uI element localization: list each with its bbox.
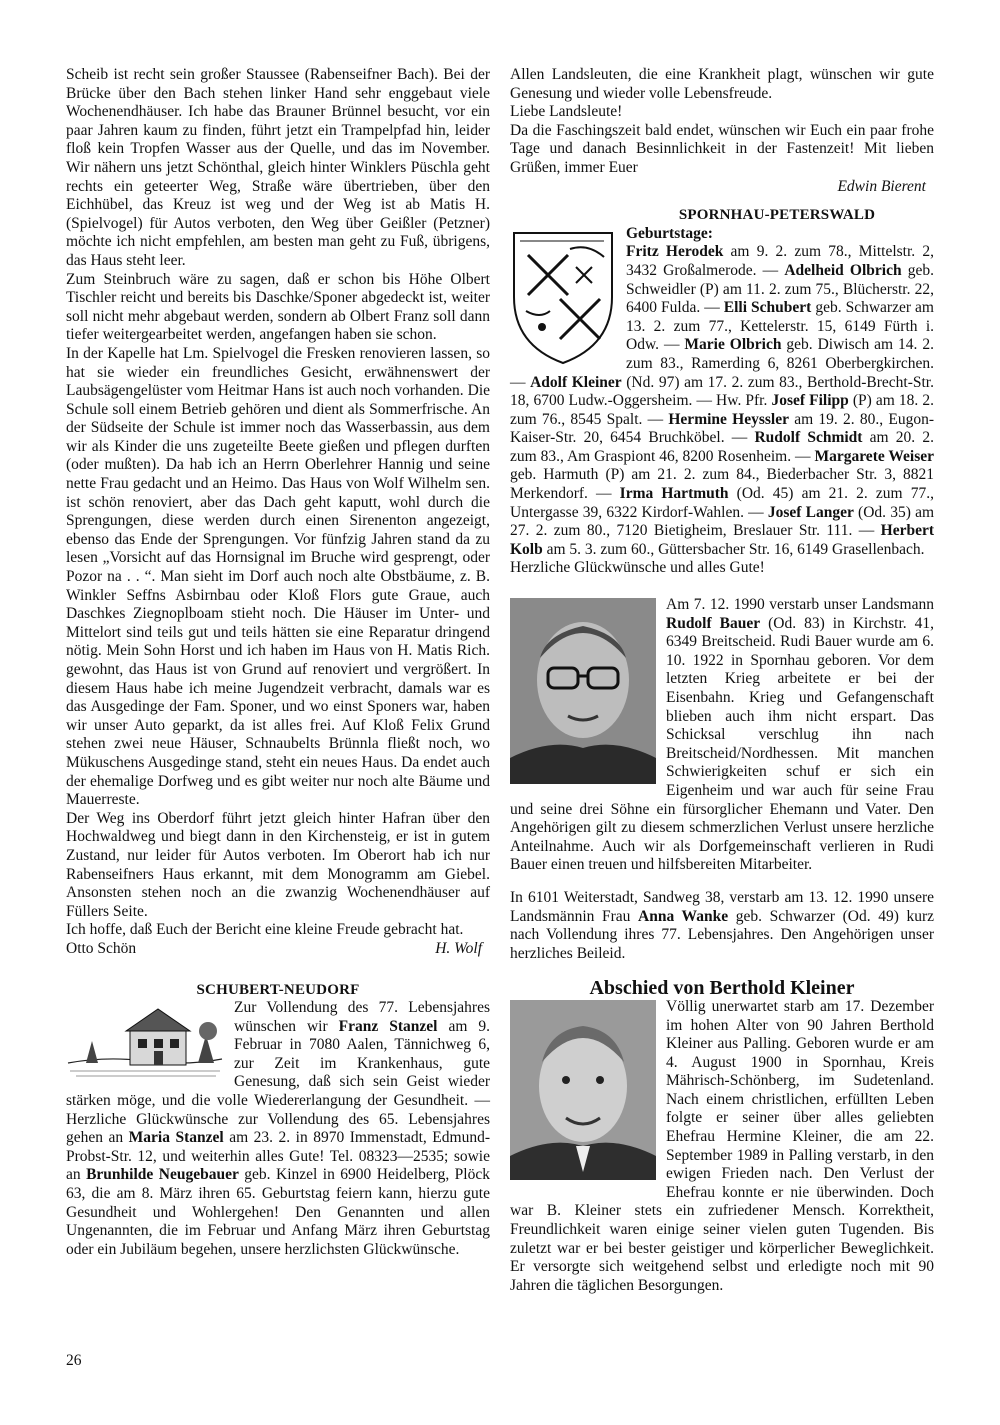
text-run: (Od. 45) am 21. 2. zum 77., Untergasse 39, 6322 Kirdorf-Wahlen. — — [510, 485, 934, 521]
portrait-photo — [510, 598, 656, 784]
person-name: Rudolf Schmidt — [754, 429, 863, 447]
author-name: Otto Schön — [66, 939, 137, 957]
paragraph — [66, 999, 490, 1259]
text-run: geb. Schweidler (P) am 11. 2. zum 75., Blücherstr. 22, 6400 Fulda. — — [626, 261, 934, 317]
person-name: Maria Stanzel — [128, 1129, 224, 1147]
person-name: Margarete Weiser — [814, 447, 935, 465]
section-heading: SPORNHAU-PETERSWALD — [678, 207, 876, 224]
text-run: geb. Diwisch am 14. 2. zum 83., Ramerding 6, 8261 Oberbergkirchen. — — [510, 336, 934, 391]
paragraph: Liebe Landsleute! — [510, 103, 623, 121]
obituary-wanke — [510, 889, 934, 963]
paragraph — [510, 122, 934, 178]
text-run: am 19. 2. 80., Eugon-Kaiser-Str. 20, 6454 Bruchköbel. — — [510, 410, 934, 447]
person-name: Anna Wanke — [638, 907, 729, 925]
text-run: Da die Faschingszeit bald endet, wünschen wir Euch ein paar frohe Tage und danach Besinnlichkeit in der Fastenzeit! Mit lieben Grüßen, immer Euer — [510, 121, 934, 176]
text-run: In 6101 Weiterstadt, Sandweg 38, verstarb am 13. 12. 1990 unsere Landsmännin Frau — [510, 888, 934, 925]
text-run: geb. Schwarzer (Od. 49) kurz nach Vollendung ihres 77. Lebensjahres. Den Angehörigen unser herzliches Beileid. — [510, 907, 935, 962]
text-run: (Od. 83) in Kirchstr. 41, 6349 Breitscheid. Rudi Bauer wurde am 6. 10. 1922 in Spornhau geboren. Vor dem letzten Krieg arbeitete er bei der Eisenbahn. Krieg und Gefangenschaft blieben auch ihm nicht erspart. Das Schicksal verschlug ihn nach Breitscheid/Nordhessen. Mit manchen Schwierigkeiten schuf er sich ein Eigenheim und war auch für seine Frau und seine drei Söhne ein fürsorglicher Ehemann und Vater. Den Angehörigen gilt zu diesem schmerzlichen Verlust unsere herzliche Anteilnahme. Auch wir als Dorfgemeinschaft verlieren in Rudi Bauer einen treuen und hilfsbereiten Mitarbeiter. — [510, 614, 934, 874]
text-run: geb. Harmuth (P) am 21. 2. zum 84., Biederbacher Str. 3, 8821 Merkendorf. — — [510, 466, 934, 503]
left-column — [66, 66, 490, 1259]
person-name: Herbert Kolb — [510, 522, 934, 558]
person-name: Elli Schubert — [723, 299, 812, 317]
text-run: am 9. 2. zum 78., Mittelstr. 2, 3432 Großalmerode. — — [626, 243, 934, 279]
paragraph: Zum Steinbruch wäre zu sagen, daß er schon bis Höhe Olbert Tischler reicht und bereits bis Daschke/Sponer abgedeckt ist, weiter soll nicht mehr abgebaut werden, sondern ab Olbert Franz soll dann tiefer weitergearbeitet werden, angefangen haben sie schon. — [66, 270, 490, 344]
person-name: Adelheid Olbrich — [784, 261, 902, 279]
farmhouse-illustration — [66, 1001, 224, 1081]
text-run: (Nd. 97) am 17. 2. zum 83., Berthold-Brecht-Str. 18, 6700 Ludw.-Oggersheim. — Hw. Pfr. — [510, 373, 934, 410]
portrait-photo — [510, 1000, 656, 1180]
text-run: Am 7. 12. 1990 verstarb unser Landsmann — [666, 596, 934, 614]
person-name: Fritz Herodek — [626, 243, 724, 261]
person-name: Franz Stanzel — [338, 1017, 438, 1035]
section-heading: SCHUBERT-NEUDORF — [196, 981, 360, 998]
text-run: Herzliche Glückwünsche und alles Gute! — [510, 559, 765, 577]
person-name: Brunhilde Neugebauer — [86, 1166, 239, 1184]
article-title: Abschied von Berthold Kleiner — [589, 977, 855, 1000]
person-name: Hermine Heyssler — [668, 410, 789, 428]
paragraph: Allen Landsleuten, die eine Krankheit plagt, wünschen wir gute Genesung und wieder volle Lebensfreude. — [510, 66, 934, 102]
signature-line — [66, 940, 490, 959]
birthdays-block — [510, 225, 934, 578]
paragraph: Ich hoffe, daß Euch der Bericht eine kleine Freude gebracht hat. — [66, 921, 464, 939]
text-run: am 5. 3. zum 60., Güttersbacher Str. 16, 6149 Grasellenbach. — [542, 540, 925, 558]
paragraph: Scheib ist recht sein großer Staussee (Rabenseifner Bach). Bei der Brücke über den Bach stehen linker Hand sehr enggebaut viele Wochenendhäuser. Ich habe das Brauner Brünnel besucht, vor ein paar Jahren kaum zu finden, führt jetzt ein Trampelpfad hin, leider floß kein Tropfen Wasser aus der Quelle, und das im November. Wir nähern uns jetzt Schönthal, gleich hinter Winklers Püschla geht rechts ein geteerter Weg, Straße wäre übertrieben, über den Eichhübel, das Kreuz ist weg und der Weg ist ab Matis H. (Spielvogel) für Autos verboten, den Weg über Geißler (Petzner) möchte ich nicht empfehlen, am besten man geht zu Fuß, übrigens, das Haus steht leer. — [66, 66, 490, 269]
signature-line — [510, 178, 934, 197]
text-run: Zur Vollendung des 77. Lebensjahres wünschen wir — [234, 999, 490, 1035]
paragraph: In der Kapelle hat Lm. Spielvogel die Fresken renovieren lassen, so hat sie wieder ein freundliches Gesicht, erwähnenswert der Laubsägengelüster vom Heitmar Hans ist auch noch vorhanden. Die Schule soll einem Betrieb gehören und dient als Sommerfrische. An der Südseite der Schule ist immer noch das Wasserbassin, aus dem wir als Kinder die uns zugeteilte Beete gießen und pflegen durften (oder mußten). Da hab ich an Herrn Oberlehrer Hannig und seine nette Frau gedacht und an Heimo. Das Haus von Wolf Wilhelm sen. ist schön renoviert, aber das Dach geht kaputt, wohl durch die Sprengungen, diese werden durch einen Sirenenton angezeigt, ebenso das Ende der Sprengungen. Vor fünfzig Jahren stand da zu lesen „Vorsicht auf das Hornsignal im Bruche wird gesprengt, oder Pozor na . . “. Man sieht im Dorf auch noch alte Obstbäume, z. B. Winkler Seffns Asbirnbau oder Kloß Flors gute Graue, auch Daschkes Ziegnoplboam stieht noch. Die Häuser im Unter- und Mittelort sind teils gut und teils hätten sie eine Reparatur dringend nötig. Mein Sohn Horst und ich haben im Haus von H. Matis Rich. gewohnt, das Haus ist von Grund auf renoviert und vergrößert. In diesem Haus habe ich meine Jugendzeit verbracht, damals war es das Ausgedinge der Fam. Sponer, und wo einst Sponers war, haben wir unser Auto geparkt, da ist alles frei. Auf Kloß Felix Grund stehen zwei neue Häuser, Schnaubelts Brünnla fließt noch, wo Mükuschens Ausgedinge stand, steht ein neues Haus. Da endet auch der ehemalige Dorfweg und es gibt weiter nur noch alte Bäume und Mauerreste. — [66, 344, 490, 809]
obituary-bauer — [510, 596, 934, 875]
text-run: Völlig unerwartet starb am 17. Dezember im hohen Alter von 90 Jahren Berthold Kleiner aus Palling. Geboren wurde er am 4. August 1900 in Spornhau, Kreis Mährisch-Schönberg, im Sudetenland. Nach einem christlichen, erfüllten Leben folgte er seiner über alles geliebten Ehefrau Hermine Kleiner, die am 22. September 1989 in Palling verstarb, in den ewigen Frieden nach. Den Verlust der Ehefrau konnte er nie überwinden. Doch war B. Kleiner stets ein zufriedener Mensch. Korrektheit, Freundlichkeit waren einige seiner vielen guten Tugenden. Bis zuletzt war er bei bester geistiger und körperlicher Beweglichkeit. Er versorgte sich weitgehend selbst und erledigte noch mit 90 Jahren die täglichen Besorgungen. — [510, 997, 934, 1294]
obituary-kleiner — [510, 998, 934, 1296]
right-column — [510, 66, 934, 1295]
author-name: H. Wolf — [435, 939, 482, 957]
paragraph: Der Weg ins Oberdorf führt jetzt gleich hinter Hafran über den Hochwaldweg und biegt dann in den Kirchensteig, er ist in gutem Zustand, nur leider für Autos verboten. Im Oberort hab ich nur Rabenseifners Haus erkannt, mit dem Monogramm am Giebel. Ansonsten stehen noch an die zwanzig Wochenendhäuser auf Füllers Seite. — [66, 809, 490, 920]
person-name: Marie Olbrich — [684, 336, 782, 354]
person-name: Adolf Kleiner — [530, 373, 622, 391]
text-run: am 9. Februar in 7080 Aalen, Tännichweg 6, zur Zeit im Krankenhaus, gute Genesung, daß sich sein Geist wieder stärken möge, und die volle Wiedererlangung der Gesundheit. — Herzliche Glückwünsche zur Vollendung des 65. Lebensjahres gehen an — [66, 1017, 490, 1147]
text-run: am 23. 2. in 8970 Immenstadt, Edmund-Probst-Str. 12, und weiterhin alles Gute! Tel. 08323—2535; sowie an — [66, 1129, 490, 1184]
text-run: am 20. 2. zum 83., Am Graspiont 46, 8200 Rosenheim. — — [510, 429, 935, 465]
page-number: 26 — [66, 1352, 82, 1369]
text-run: geb. Schwarzer am 13. 2. zum 77., Kettelerstr. 15, 6149 Fürth i. Odw. — — [626, 299, 934, 354]
text-run: geb. Kinzel in 6900 Heidelberg, Plöck 63, die am 8. März ihren 65. Geburtstag feiern kann, hierzu gute Gesundheit und Wohlergehen! Den Genannten und allen Ungenannten, die im Februar und Anfang März ihren Geburtstag oder ein Jubiläum begehen, unsere herzlichsten Glückwünsche. — [66, 1166, 490, 1258]
text-run: (Od. 35) am 27. 2. zum 80., 7120 Bietigheim, Breslauer Str. 111. — — [510, 503, 934, 540]
person-name: Rudolf Bauer — [666, 614, 761, 632]
person-name: Josef Langer — [767, 503, 854, 521]
label: Geburtstage: — [626, 224, 713, 242]
author-name: Edwin Bierent — [837, 177, 926, 195]
text-run: (P) am 18. 2. zum 76., 8545 Spalt. — — [510, 392, 935, 428]
coat-of-arms-icon — [510, 227, 616, 367]
person-name: Irma Hartmuth — [619, 485, 729, 503]
person-name: Josef Filipp — [771, 392, 849, 410]
